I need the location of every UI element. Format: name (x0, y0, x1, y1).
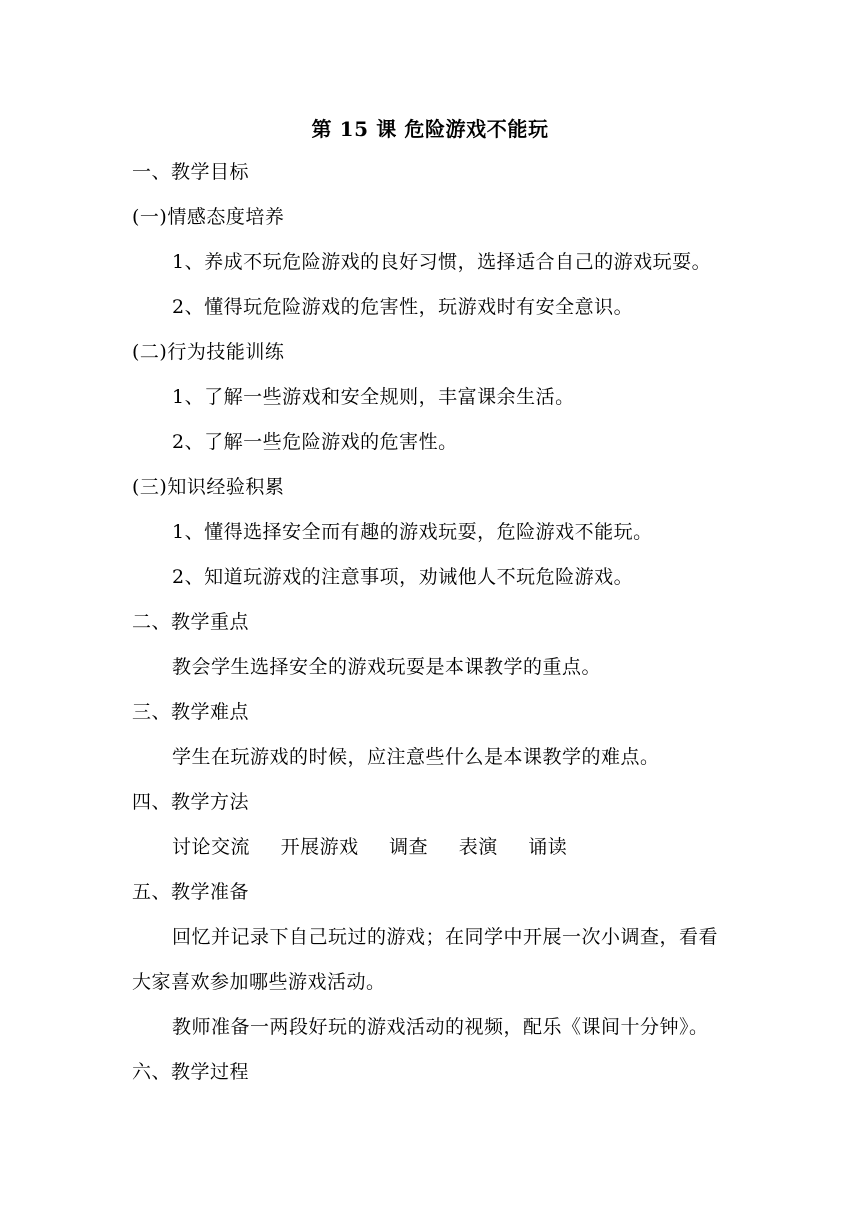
preparation-para1-line1: 回忆并记录下自己玩过的游戏；在同学中开展一次小调查，看看 (172, 926, 719, 948)
section-heading-methods: 四、教学方法 (132, 791, 250, 813)
list-item: 1、养成不玩危险游戏的良好习惯，选择适合自己的游戏玩耍。 (172, 251, 712, 273)
preparation-para2: 教师准备一两段好玩的游戏活动的视频，配乐《课间十分钟》。 (172, 1016, 709, 1038)
list-item: 2、懂得玩危险游戏的危害性，玩游戏时有安全意识。 (172, 296, 634, 318)
method-item: 开展游戏 (280, 836, 359, 858)
section-heading-preparation: 五、教学准备 (132, 881, 250, 903)
subheading-emotion: (一)情感态度培养 (132, 206, 285, 228)
section-heading-process: 六、教学过程 (132, 1061, 250, 1083)
key-points-text: 教会学生选择安全的游戏玩耍是本课教学的重点。 (172, 656, 602, 678)
list-item: 2、知道玩游戏的注意事项，劝诫他人不玩危险游戏。 (172, 566, 634, 588)
section-heading-key-points: 二、教学重点 (132, 611, 250, 633)
subheading-knowledge: (三)知识经验积累 (132, 476, 285, 498)
subheading-skills: (二)行为技能训练 (132, 341, 285, 363)
methods-list (172, 835, 591, 859)
lesson-title: 第 15 课 危险游戏不能玩 (311, 117, 549, 141)
section-heading-objectives: 一、教学目标 (132, 161, 250, 183)
list-item: 1、了解一些游戏和安全规则，丰富课余生活。 (172, 386, 575, 408)
method-item: 表演 (458, 836, 498, 858)
method-item: 讨论交流 (172, 836, 251, 858)
preparation-para1-line2: 大家喜欢参加哪些游戏活动。 (132, 971, 386, 993)
method-item: 诵读 (528, 836, 568, 858)
list-item: 2、了解一些危险游戏的危害性。 (172, 431, 458, 453)
difficulties-text: 学生在玩游戏的时候，应注意些什么是本课教学的难点。 (172, 746, 660, 768)
section-heading-difficulties: 三、教学难点 (132, 701, 250, 723)
method-item: 调查 (389, 836, 429, 858)
list-item: 1、懂得选择安全而有趣的游戏玩耍，危险游戏不能玩。 (172, 521, 653, 543)
